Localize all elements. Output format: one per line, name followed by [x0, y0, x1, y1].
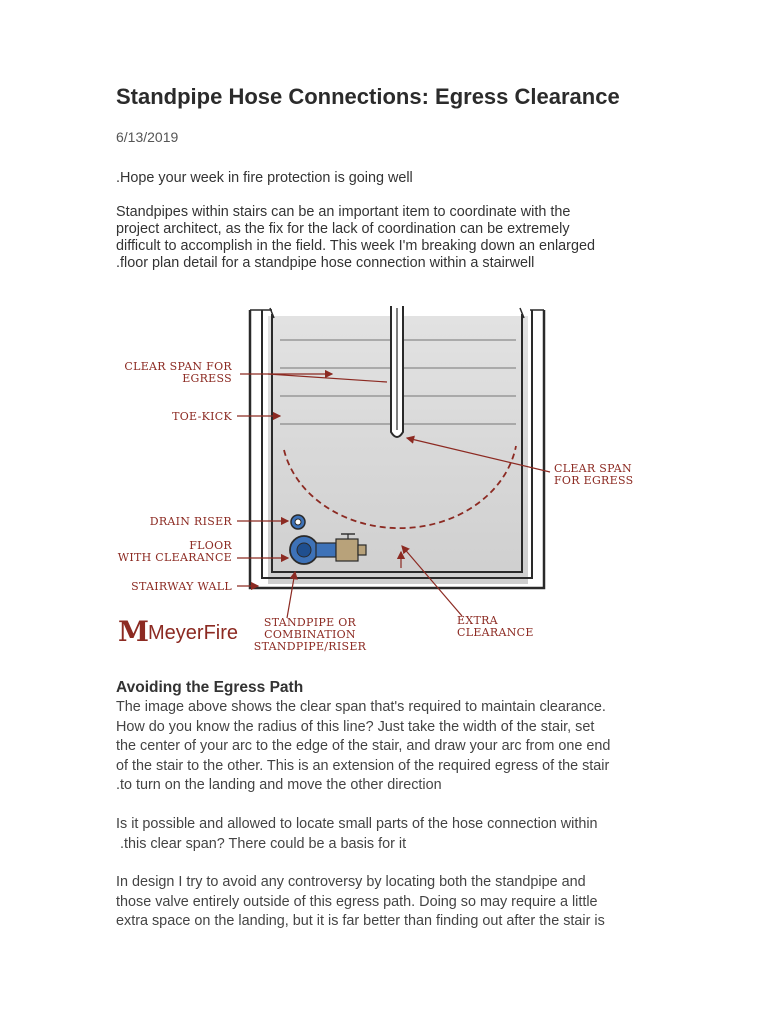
- intro-line: .floor plan detail for a standpipe hose connection within a stairwell: [116, 255, 535, 271]
- section-line: the center of your arc to the edge of the stair, and draw your arc from one end: [116, 738, 611, 754]
- section-line: How do you know the radius of this line? Just take the width of the stair, set: [116, 718, 595, 735]
- article-title: Standpipe Hose Connections: Egress Clearance: [116, 84, 620, 109]
- label-toe-kick: TOE-KICK: [172, 410, 232, 423]
- label-standpipe: STANDPIPE/RISER: [253, 640, 367, 653]
- center-divider: [391, 306, 403, 437]
- question-line: Is it possible and allowed to locate small parts of the hose connection within: [116, 816, 598, 832]
- label-floor: WITH CLEARANCE: [117, 551, 232, 564]
- label-stairway-wall: STAIRWAY WALL: [131, 580, 232, 593]
- section-paragraph: [116, 698, 656, 796]
- label-standpipe: COMBINATION: [264, 628, 356, 641]
- section-line: The image above shows the clear span that's required to maintain clearance.: [116, 699, 606, 715]
- label-floor: FLOOR: [189, 539, 232, 552]
- meyerfire-logo: [118, 615, 238, 648]
- label-extra-clearance: EXTRA: [457, 614, 498, 627]
- design-line: In design I try to avoid any controversy by locating both the standpipe and: [116, 874, 586, 890]
- intro-paragraph: [116, 204, 656, 272]
- label-clear-span-right: CLEAR SPAN: [554, 462, 632, 475]
- label-clear-span-right: FOR EGRESS: [554, 474, 634, 487]
- section-heading: Avoiding the Egress Path: [116, 679, 304, 696]
- question-paragraph: [116, 815, 656, 854]
- stairwell-detail-figure: [112, 296, 652, 658]
- logo-mark: M: [118, 615, 149, 648]
- label-clear-span-left: EGRESS: [182, 372, 232, 385]
- label-standpipe: STANDPIPE OR: [263, 616, 357, 629]
- design-line: extra space on the landing, but it is far better than finding out after the stair is: [116, 913, 605, 929]
- intro-line: Standpipes within stairs can be an important item to coordinate with the: [116, 204, 571, 220]
- greeting-paragraph: .Hope your week in fire protection is going well: [116, 170, 413, 186]
- label-extra-clearance: CLEARANCE: [457, 626, 534, 639]
- design-line: those valve entirely outside of this egress path. Doing so may require a little: [116, 893, 598, 910]
- section-line: .to turn on the landing and move the other direction: [116, 777, 442, 793]
- logo-name: MeyerFire: [148, 622, 239, 644]
- label-clear-span-left: CLEAR SPAN FOR: [124, 360, 232, 373]
- label-drain-riser: DRAIN RISER: [149, 515, 232, 528]
- article-date: 6/13/2019: [116, 129, 179, 145]
- section-line: of the stair to the other. This is an extension of the required egress of the stair: [116, 757, 610, 774]
- intro-line: difficult to accomplish in the field. This week I'm breaking down an enlarged: [116, 238, 595, 254]
- question-line: .this clear span? There could be a basis for it: [116, 835, 407, 852]
- design-paragraph: [116, 873, 656, 932]
- intro-line: project architect, as the fix for the lack of coordination can be extremely: [116, 221, 570, 237]
- drain-riser: [291, 515, 305, 529]
